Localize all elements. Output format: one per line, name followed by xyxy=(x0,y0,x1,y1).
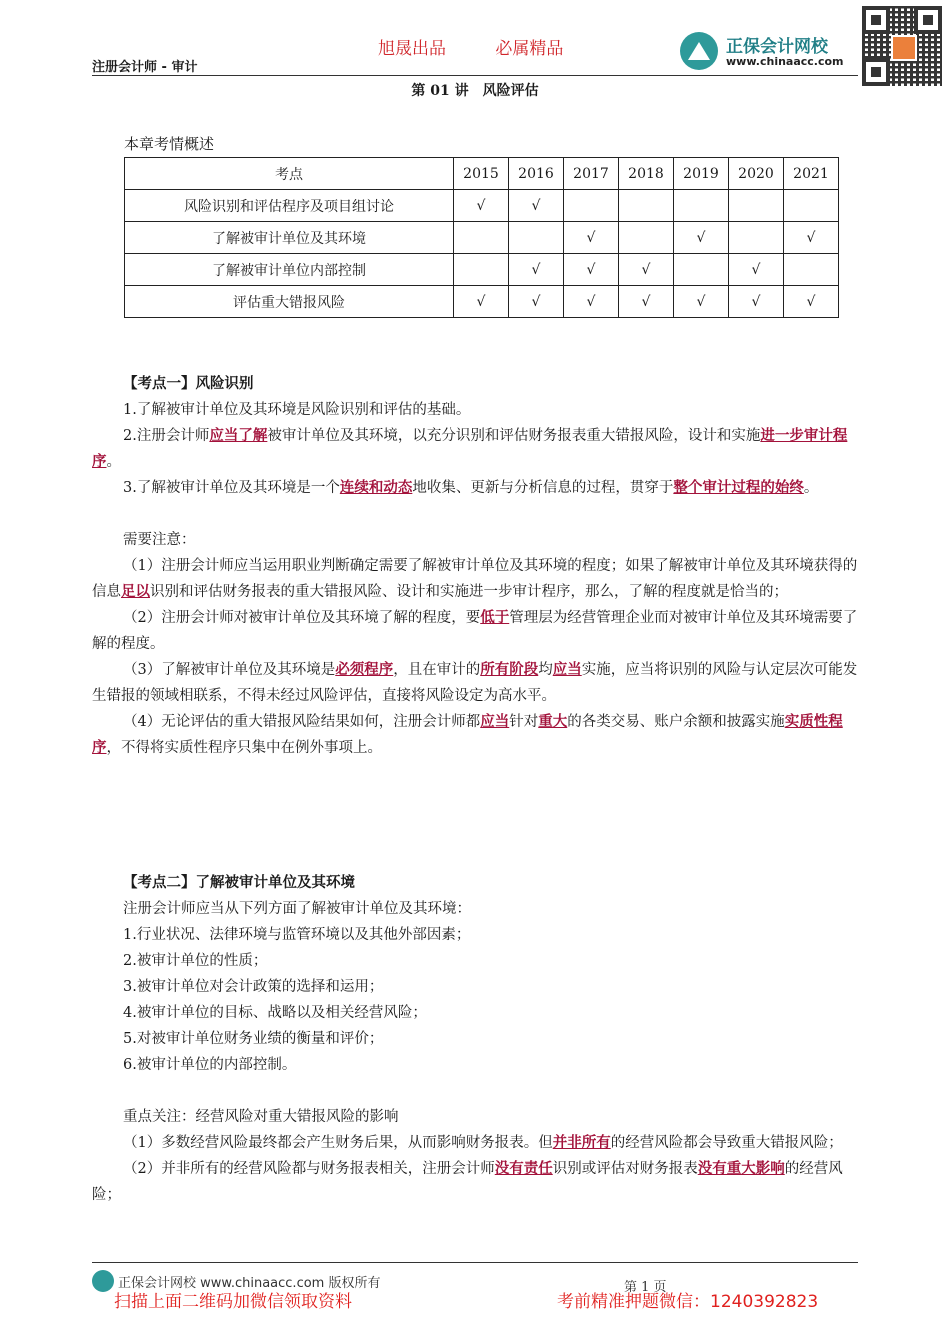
footer-divider xyxy=(92,1262,858,1263)
topic-cell: 风险识别和评估程序及项目组讨论 xyxy=(125,190,454,222)
highlight-term: 低于 xyxy=(480,609,510,626)
mark-cell xyxy=(674,254,729,286)
table-row xyxy=(125,286,839,318)
mark-cell: √ xyxy=(564,286,619,318)
highlight-term: 进一步审计程序 xyxy=(92,427,848,470)
mark-cell: √ xyxy=(454,286,509,318)
mark-cell: √ xyxy=(784,222,839,254)
header-slogans xyxy=(378,34,607,59)
mark-cell: √ xyxy=(564,254,619,286)
section-risk-identification xyxy=(92,371,860,761)
paragraph: 注册会计师应当从下列方面了解被审计单位及其环境： xyxy=(123,901,471,917)
qr-code-icon[interactable] xyxy=(862,6,942,86)
promo-left: 扫描上面二维码加微信领取资料 xyxy=(114,1292,352,1312)
note-item: （1）注册会计师应当运用职业判断确定需要了解被审计单位及其环境的程度；如果了解被审计单位及其环境获得的信息足以识别和评估财务报表的重大错报风险、设计和实施进一步审计程序，那么，了解的程度就是恰当的； xyxy=(92,558,858,600)
slogan-right: 必属精品 xyxy=(495,39,564,59)
focus-item: （2）并非所有的经营风险都与财务报表相关，注册会计师没有责任识别或评估对财务报表没有重大影响的经营风险； xyxy=(92,1160,843,1203)
year-header: 2020 xyxy=(729,158,784,190)
list-item: 5.对被审计单位财务业绩的衡量和评价； xyxy=(123,1031,384,1047)
focus-item: （1）多数经营风险最终都会产生财务后果，从而影响财务报表。但并非所有的经营风险都会导致重大错报风险； xyxy=(123,1134,843,1151)
qr-center-logo-icon xyxy=(891,35,917,61)
highlight-term: 足以 xyxy=(121,583,150,600)
mark-cell xyxy=(564,190,619,222)
highlight-term: 没有重大影响 xyxy=(697,1160,785,1177)
doc-category: 注册会计师 - 审计 xyxy=(92,60,198,75)
highlight-term: 没有责任 xyxy=(494,1160,553,1177)
year-header: 2021 xyxy=(784,158,839,190)
note-item: （3）了解被审计单位及其环境是必须程序，且在审计的所有阶段均应当实施，应当将识别的风险与认定层次可能发生错报的领域相联系，不得未经过风险评估，直接将风险设定为高水平。 xyxy=(92,661,858,704)
topic-cell: 评估重大错报风险 xyxy=(125,286,454,318)
list-item: 1.行业状况、法律环境与监管环境以及其他外部因素； xyxy=(123,927,471,943)
topic-cell: 了解被审计单位及其环境 xyxy=(125,222,454,254)
paragraph: 2.注册会计师应当了解被审计单位及其环境，以充分识别和评估财务报表重大错报风险，设计和实施进一步审计程序。 xyxy=(92,427,848,470)
highlight-term: 连续和动态 xyxy=(339,479,413,496)
mark-cell: √ xyxy=(674,222,729,254)
year-header: 2018 xyxy=(619,158,674,190)
table-header-row xyxy=(125,158,839,190)
topic-cell: 了解被审计单位内部控制 xyxy=(125,254,454,286)
exam-history-table xyxy=(124,157,839,318)
highlight-term: 所有阶段 xyxy=(480,661,539,678)
mark-cell: √ xyxy=(509,254,564,286)
notes-label: 需要注意： xyxy=(123,532,196,548)
mark-cell xyxy=(454,222,509,254)
section-understand-entity xyxy=(92,870,860,1208)
qr-finder-icon xyxy=(862,6,890,34)
mark-cell xyxy=(784,254,839,286)
lecture-title: 第 01 讲 风险评估 xyxy=(411,83,539,99)
logo-url: www.chinaacc.com xyxy=(726,55,844,68)
mark-cell: √ xyxy=(564,222,619,254)
table-row xyxy=(125,254,839,286)
overview-label: 本章考情概述 xyxy=(124,135,215,153)
year-header: 2017 xyxy=(564,158,619,190)
mark-cell: √ xyxy=(674,286,729,318)
year-header: 2016 xyxy=(509,158,564,190)
highlight-term: 应当了解 xyxy=(209,427,268,444)
highlight-term: 应当 xyxy=(552,661,582,678)
promo-right: 考前精准押题微信：1240392823 xyxy=(557,1292,819,1312)
logo-mark-icon xyxy=(680,32,718,70)
note-item: （2）注册会计师对被审计单位及其环境了解的程度，要低于管理层为经营管理企业而对被审计单位及其环境需要了解的程度。 xyxy=(92,609,858,652)
mark-cell xyxy=(674,190,729,222)
table-row xyxy=(125,222,839,254)
footer-logo-icon xyxy=(92,1270,114,1292)
mark-cell xyxy=(729,190,784,222)
mark-cell xyxy=(729,222,784,254)
highlight-term: 应当 xyxy=(480,713,510,730)
mark-cell xyxy=(619,222,674,254)
mark-cell: √ xyxy=(729,286,784,318)
mark-cell xyxy=(454,254,509,286)
list-item: 3.被审计单位对会计政策的选择和运用； xyxy=(123,979,384,995)
header-divider xyxy=(92,75,858,76)
year-header: 2015 xyxy=(454,158,509,190)
mark-cell: √ xyxy=(619,286,674,318)
slogan-left: 旭晟出品 xyxy=(378,39,446,59)
mark-cell: √ xyxy=(619,254,674,286)
mark-cell xyxy=(619,190,674,222)
mark-cell: √ xyxy=(784,286,839,318)
paragraph: 1.了解被审计单位及其环境是风险识别和评估的基础。 xyxy=(123,402,471,418)
qr-finder-icon xyxy=(914,6,942,34)
mark-cell: √ xyxy=(729,254,784,286)
mark-cell: √ xyxy=(454,190,509,222)
topic-header: 考点 xyxy=(125,158,454,190)
highlight-term: 实质性程序 xyxy=(92,713,843,756)
mark-cell xyxy=(509,222,564,254)
mark-cell: √ xyxy=(509,286,564,318)
section-heading: 【考点一】风险识别 xyxy=(123,375,254,392)
table-row xyxy=(125,190,839,222)
section-heading: 【考点二】了解被审计单位及其环境 xyxy=(123,874,355,891)
paragraph: 3.了解被审计单位及其环境是一个连续和动态地收集、更新与分析信息的过程，贯穿于整个审计过程的始终。 xyxy=(123,479,819,496)
mark-cell xyxy=(784,190,839,222)
mark-cell: √ xyxy=(509,190,564,222)
list-item: 6.被审计单位的内部控制。 xyxy=(123,1057,297,1073)
highlight-term: 整个审计过程的始终 xyxy=(673,479,804,496)
note-item: （4）无论评估的重大错报风险结果如何，注册会计师都应当针对重大的各类交易、账户余额和披露实施实质性程序，不得将实质性程序只集中在例外事项上。 xyxy=(92,713,843,756)
focus-label: 重点关注：经营风险对重大错报风险的影响 xyxy=(123,1109,399,1125)
year-header: 2019 xyxy=(674,158,729,190)
logo-name: 正保会计网校 xyxy=(726,37,828,57)
highlight-term: 重大 xyxy=(538,713,568,730)
highlight-term: 必须程序 xyxy=(335,661,394,678)
highlight-term: 并非所有 xyxy=(552,1134,611,1151)
footer-copyright: 正保会计网校 www.chinaacc.com 版权所有 xyxy=(118,1276,381,1291)
chinaacc-logo[interactable] xyxy=(680,30,860,74)
list-item: 4.被审计单位的目标、战略以及相关经营风险； xyxy=(123,1005,427,1021)
page-number: 第 1 页 xyxy=(624,1280,667,1295)
list-item: 2.被审计单位的性质； xyxy=(123,953,268,969)
